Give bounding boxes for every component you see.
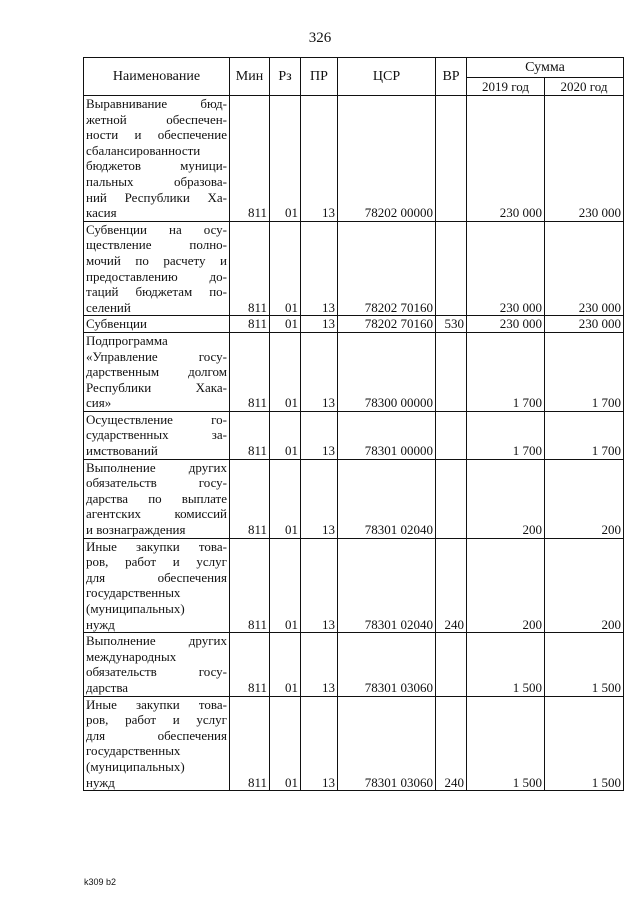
row-name-line: сударственных за-: [86, 427, 227, 443]
row-name-line: ний Республики Ха-: [86, 189, 227, 205]
cell-rz: 01: [270, 538, 301, 633]
row-name-line: и вознаграждения: [86, 522, 186, 538]
cell-pr: 13: [301, 633, 338, 696]
row-name-line: для обеспечения: [86, 569, 227, 585]
cell-min: 811: [230, 221, 270, 316]
cell-csr: 78301 03060: [338, 633, 436, 696]
row-name: [84, 221, 230, 316]
row-name-line: агентских комиссий: [86, 506, 227, 522]
header-year-2020: 2020 год: [545, 78, 624, 96]
cell-vr: [436, 633, 467, 696]
header-pr: ПР: [301, 58, 338, 96]
row-name: [84, 696, 230, 791]
row-name-line: таций бюджетам по-: [86, 284, 227, 300]
cell-csr: 78301 03060: [338, 696, 436, 791]
cell-rz: 01: [270, 696, 301, 791]
cell-pr: 13: [301, 96, 338, 222]
budget-table: [83, 57, 624, 791]
cell-sum-2019: 200: [467, 538, 545, 633]
cell-csr: 78300 00000: [338, 332, 436, 411]
cell-sum-2019: 1 700: [467, 411, 545, 459]
row-name-line: Выполнение других: [86, 459, 227, 475]
footer-code: k309 b2: [84, 877, 117, 887]
cell-csr: 78301 02040: [338, 459, 436, 538]
cell-sum-2019: 230 000: [467, 96, 545, 222]
cell-pr: 13: [301, 459, 338, 538]
cell-min: 811: [230, 332, 270, 411]
row-name-line: ров, работ и услуг: [86, 712, 227, 728]
cell-sum-2019: 200: [467, 459, 545, 538]
cell-pr: 13: [301, 332, 338, 411]
header-year-2019: 2019 год: [467, 78, 545, 96]
row-name: [84, 538, 230, 633]
cell-csr: 78202 70160: [338, 221, 436, 316]
cell-sum-2020: 230 000: [545, 316, 624, 333]
cell-vr: 530: [436, 316, 467, 333]
table-row: [84, 633, 624, 696]
row-name: [84, 332, 230, 411]
header-csr: ЦСР: [338, 58, 436, 96]
row-name-line: Республики Хака-: [86, 379, 227, 395]
cell-min: 811: [230, 538, 270, 633]
row-name-line: обязательств госу-: [86, 475, 227, 491]
row-name: [84, 459, 230, 538]
row-name-line: пальных образова-: [86, 173, 227, 189]
cell-rz: 01: [270, 221, 301, 316]
header-min: Мин: [230, 58, 270, 96]
row-name-line: селений: [86, 299, 131, 315]
table-body: [84, 96, 624, 791]
table-row: [84, 696, 624, 791]
table-row: [84, 316, 624, 333]
row-name-line: сбалансированности: [86, 142, 201, 158]
row-name-line: ществление полно-: [86, 237, 227, 253]
row-name-line: (муниципальных): [86, 758, 185, 774]
cell-min: 811: [230, 696, 270, 791]
row-name-line: «Управление госу-: [86, 348, 227, 364]
cell-rz: 01: [270, 459, 301, 538]
row-name-line: Субвенции на осу-: [86, 221, 227, 237]
row-name-line: (муниципальных): [86, 601, 185, 616]
row-name-line: ности и обеспечение: [86, 127, 227, 143]
row-name-line: Выравнивание бюд-: [86, 96, 227, 111]
cell-vr: [436, 221, 467, 316]
header-rz: Рз: [270, 58, 301, 96]
row-name-line: Подпрограмма: [86, 332, 168, 348]
row-name-line: дарства: [86, 679, 129, 695]
row-name-line: касия: [86, 205, 117, 221]
cell-rz: 01: [270, 332, 301, 411]
cell-rz: 01: [270, 316, 301, 333]
header-sum: Сумма: [467, 58, 624, 78]
row-name-line: для обеспечения: [86, 727, 227, 743]
row-name-line: Иные закупки това-: [86, 696, 227, 712]
cell-sum-2019: 230 000: [467, 316, 545, 333]
row-name-line: дарства по выплате: [86, 490, 227, 506]
cell-pr: 13: [301, 411, 338, 459]
row-name: [84, 411, 230, 459]
cell-rz: 01: [270, 411, 301, 459]
cell-sum-2020: 230 000: [545, 221, 624, 316]
table-row: [84, 332, 624, 411]
cell-csr: 78301 02040: [338, 538, 436, 633]
row-name-line: мочий по расчету и: [86, 252, 227, 268]
row-name-line: нужд: [86, 774, 115, 790]
row-name-line: имствований: [86, 443, 158, 459]
row-name: [84, 633, 230, 696]
row-name-line: международных: [86, 648, 177, 664]
cell-sum-2020: 200: [545, 459, 624, 538]
cell-csr: 78202 00000: [338, 96, 436, 222]
cell-sum-2020: 200: [545, 538, 624, 633]
cell-csr: 78202 70160: [338, 316, 436, 333]
table-row: [84, 459, 624, 538]
page-number: 326: [308, 30, 332, 46]
cell-pr: 13: [301, 316, 338, 333]
cell-vr: [436, 459, 467, 538]
cell-vr: 240: [436, 538, 467, 633]
row-name-line: жетной обеспечен-: [86, 111, 227, 127]
header-name: Наименование: [84, 58, 230, 96]
cell-csr: 78301 00000: [338, 411, 436, 459]
cell-sum-2020: 1 500: [545, 696, 624, 791]
cell-sum-2019: 1 700: [467, 332, 545, 411]
table-row: [84, 538, 624, 633]
row-name-line: Выполнение других: [86, 633, 227, 649]
cell-pr: 13: [301, 696, 338, 791]
cell-vr: 240: [436, 696, 467, 791]
cell-min: 811: [230, 316, 270, 333]
row-name-line: Иные закупки това-: [86, 538, 227, 554]
cell-rz: 01: [270, 633, 301, 696]
table-row: [84, 411, 624, 459]
row-name-line: дарственным долгом: [86, 364, 227, 380]
row-name: [84, 316, 230, 333]
cell-sum-2020: 1 700: [545, 411, 624, 459]
cell-sum-2019: 1 500: [467, 633, 545, 696]
cell-pr: 13: [301, 538, 338, 633]
row-name-line: государственных: [86, 743, 181, 759]
row-name-line: Субвенции: [86, 316, 147, 332]
cell-pr: 13: [301, 221, 338, 316]
row-name-line: обязательств госу-: [86, 664, 227, 680]
header-vr: ВР: [436, 58, 467, 96]
cell-sum-2019: 1 500: [467, 696, 545, 791]
row-name-line: нужд: [86, 616, 115, 632]
cell-min: 811: [230, 633, 270, 696]
cell-min: 811: [230, 459, 270, 538]
cell-sum-2019: 230 000: [467, 221, 545, 316]
cell-sum-2020: 230 000: [545, 96, 624, 222]
row-name-line: Осуществление го-: [86, 411, 227, 427]
cell-sum-2020: 1 700: [545, 332, 624, 411]
cell-vr: [436, 332, 467, 411]
table-row: [84, 96, 624, 222]
table-row: [84, 221, 624, 316]
row-name-line: сия»: [86, 395, 112, 411]
cell-rz: 01: [270, 96, 301, 222]
row-name-line: государственных: [86, 585, 181, 601]
row-name-line: ров, работ и услуг: [86, 554, 227, 570]
cell-min: 811: [230, 411, 270, 459]
cell-vr: [436, 96, 467, 222]
row-name: [84, 96, 230, 222]
cell-vr: [436, 411, 467, 459]
row-name-line: бюджетов муници-: [86, 158, 227, 174]
cell-sum-2020: 1 500: [545, 633, 624, 696]
cell-min: 811: [230, 96, 270, 222]
row-name-line: предоставлению до-: [86, 268, 227, 284]
